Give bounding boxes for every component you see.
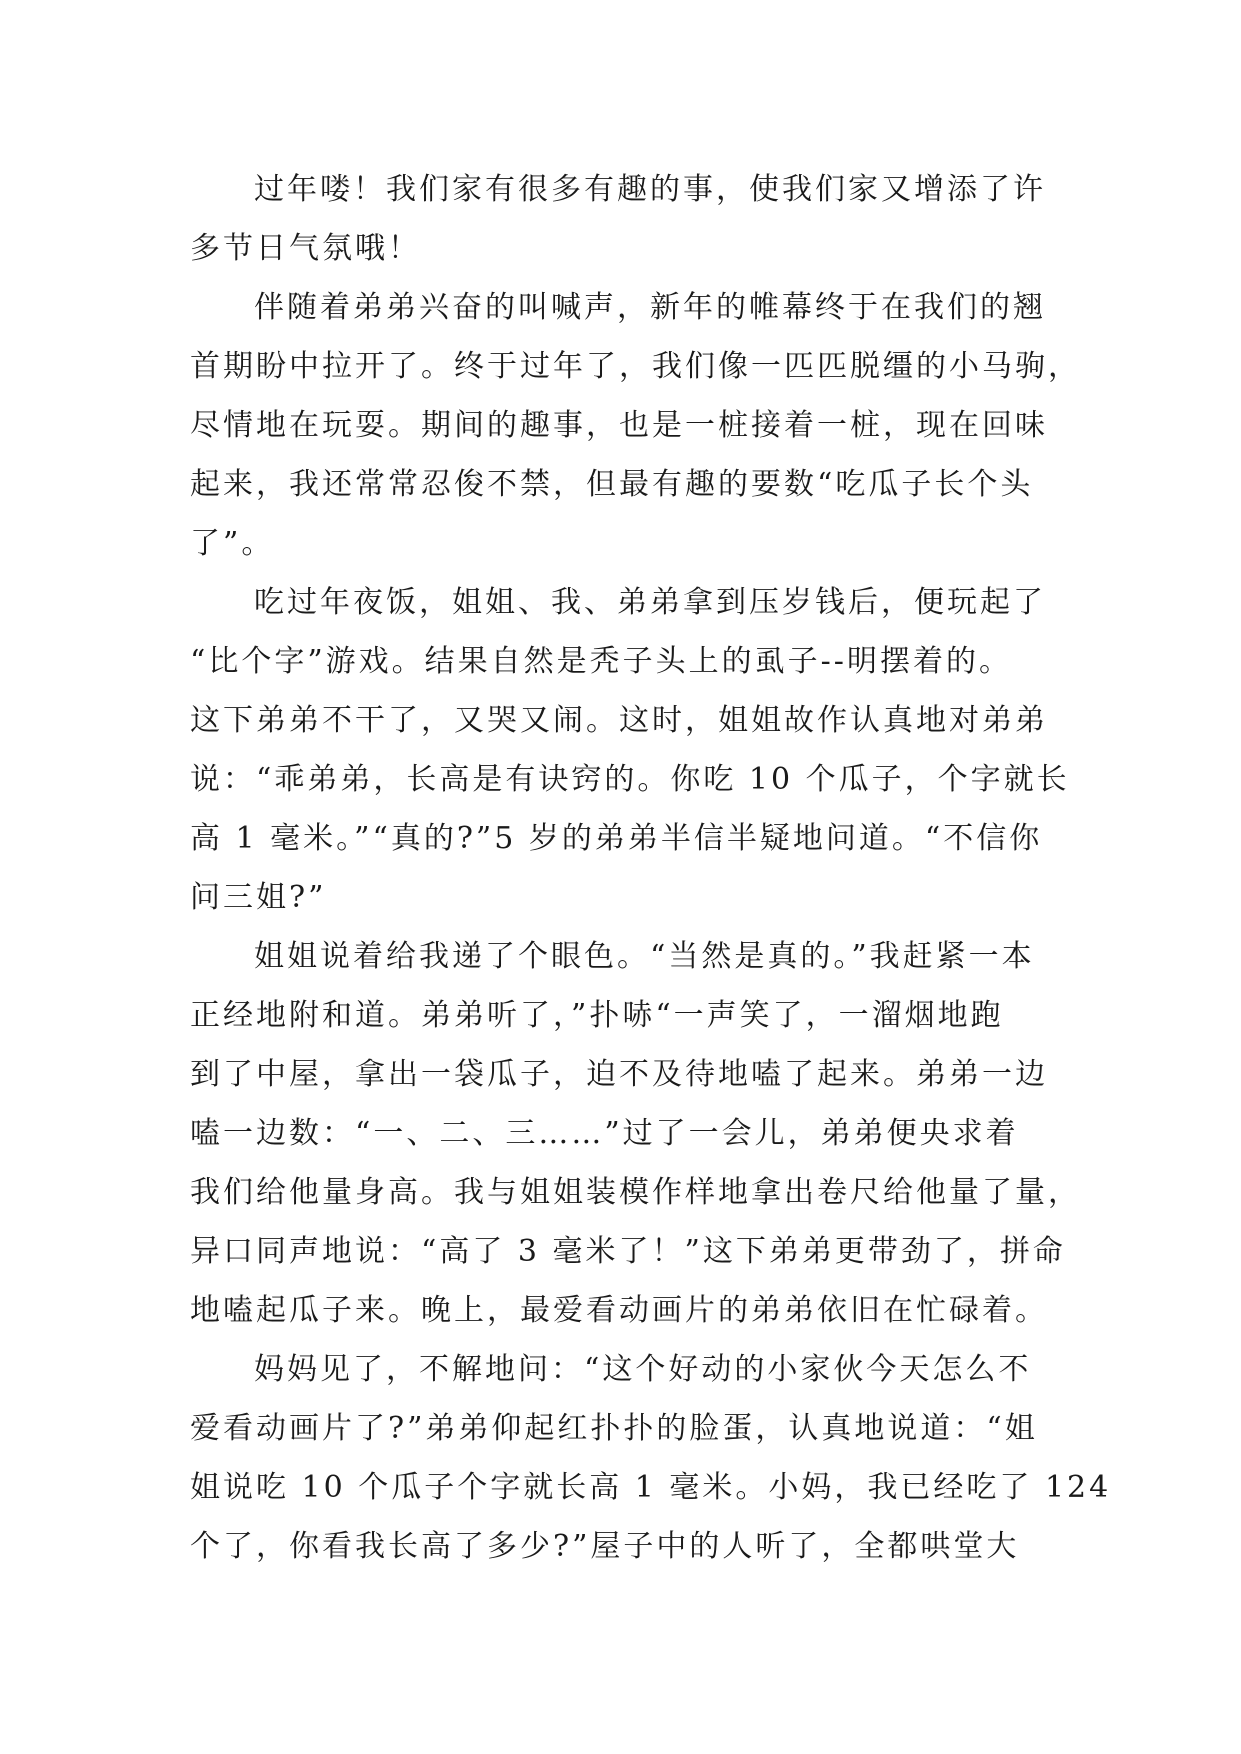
paragraph-line: 这下弟弟不干了，又哭又闹。这时，姐姐故作认真地对弟弟: [190, 703, 1048, 738]
paragraph-line: 妈妈见了，不解地问：“这个好动的小家伙今天怎么不: [254, 1352, 1032, 1387]
paragraph-line: 正经地附和道。弟弟听了，”扑哧“一声笑了，一溜烟地跑: [190, 998, 1004, 1033]
paragraph-line: 姐姐说着给我递了个眼色。“当然是真的。”我赶紧一本: [254, 939, 1035, 974]
paragraph-line: 问三姐?”: [190, 880, 327, 915]
paragraph-line: 起来，我还常常忍俊不禁，但最有趣的要数“吃瓜子长个头: [190, 467, 1034, 502]
paragraph-line: 说：“乖弟弟，长高是有诀窍的。你吃 10 个瓜子，个字就长: [190, 762, 1070, 797]
paragraph-line: 异口同声地说：“高了 3 毫米了！”这下弟弟更带劲了，拼命: [190, 1234, 1066, 1269]
paragraph-line: 了”。: [190, 526, 275, 561]
paragraph-line: 地嗑起瓜子来。晚上，最爱看动画片的弟弟依旧在忙碌着。: [190, 1293, 1048, 1328]
paragraph-line: 高 1 毫米。”“真的?”5 岁的弟弟半信半疑地问道。“不信你: [190, 821, 1043, 856]
paragraph-line: 过年喽！我们家有很多有趣的事，使我们家又增添了许: [254, 172, 1046, 207]
paragraph-line: 爱看动画片了?”弟弟仰起红扑扑的脸蛋，认真地说道：“姐: [190, 1411, 1038, 1446]
paragraph-line: 姐说吃 10 个瓜子个字就长高 1 毫米。小妈，我已经吃了 124: [190, 1470, 1112, 1505]
paragraph-line: 我们给他量身高。我与姐姐装模作样地拿出卷尺给他量了量，: [190, 1175, 1081, 1210]
paragraph-line: 吃过年夜饭，姐姐、我、弟弟拿到压岁钱后，便玩起了: [254, 585, 1046, 620]
paragraph-line: 多节日气氛哦！: [190, 231, 421, 266]
paragraph-line: 个了，你看我长高了多少?”屋子中的人听了，全都哄堂大: [190, 1529, 1020, 1564]
paragraph-line: 首期盼中拉开了。终于过年了，我们像一匹匹脱缰的小马驹，: [190, 349, 1081, 384]
paragraph-line: 伴随着弟弟兴奋的叫喊声，新年的帷幕终于在我们的翘: [254, 290, 1046, 325]
paragraph-line: 尽情地在玩耍。期间的趣事，也是一桩接着一桩，现在回味: [190, 408, 1048, 443]
paragraph-line: 到了中屋，拿出一袋瓜子，迫不及待地嗑了起来。弟弟一边: [190, 1057, 1048, 1092]
paragraph-line: 嗑一边数：“一、二、三……”过了一会儿，弟弟便央求着: [190, 1116, 1019, 1151]
essay-text: [190, 160, 1112, 1576]
paragraph-line: “比个字”游戏。结果自然是秃子头上的虱子--明摆着的。: [190, 644, 1012, 679]
